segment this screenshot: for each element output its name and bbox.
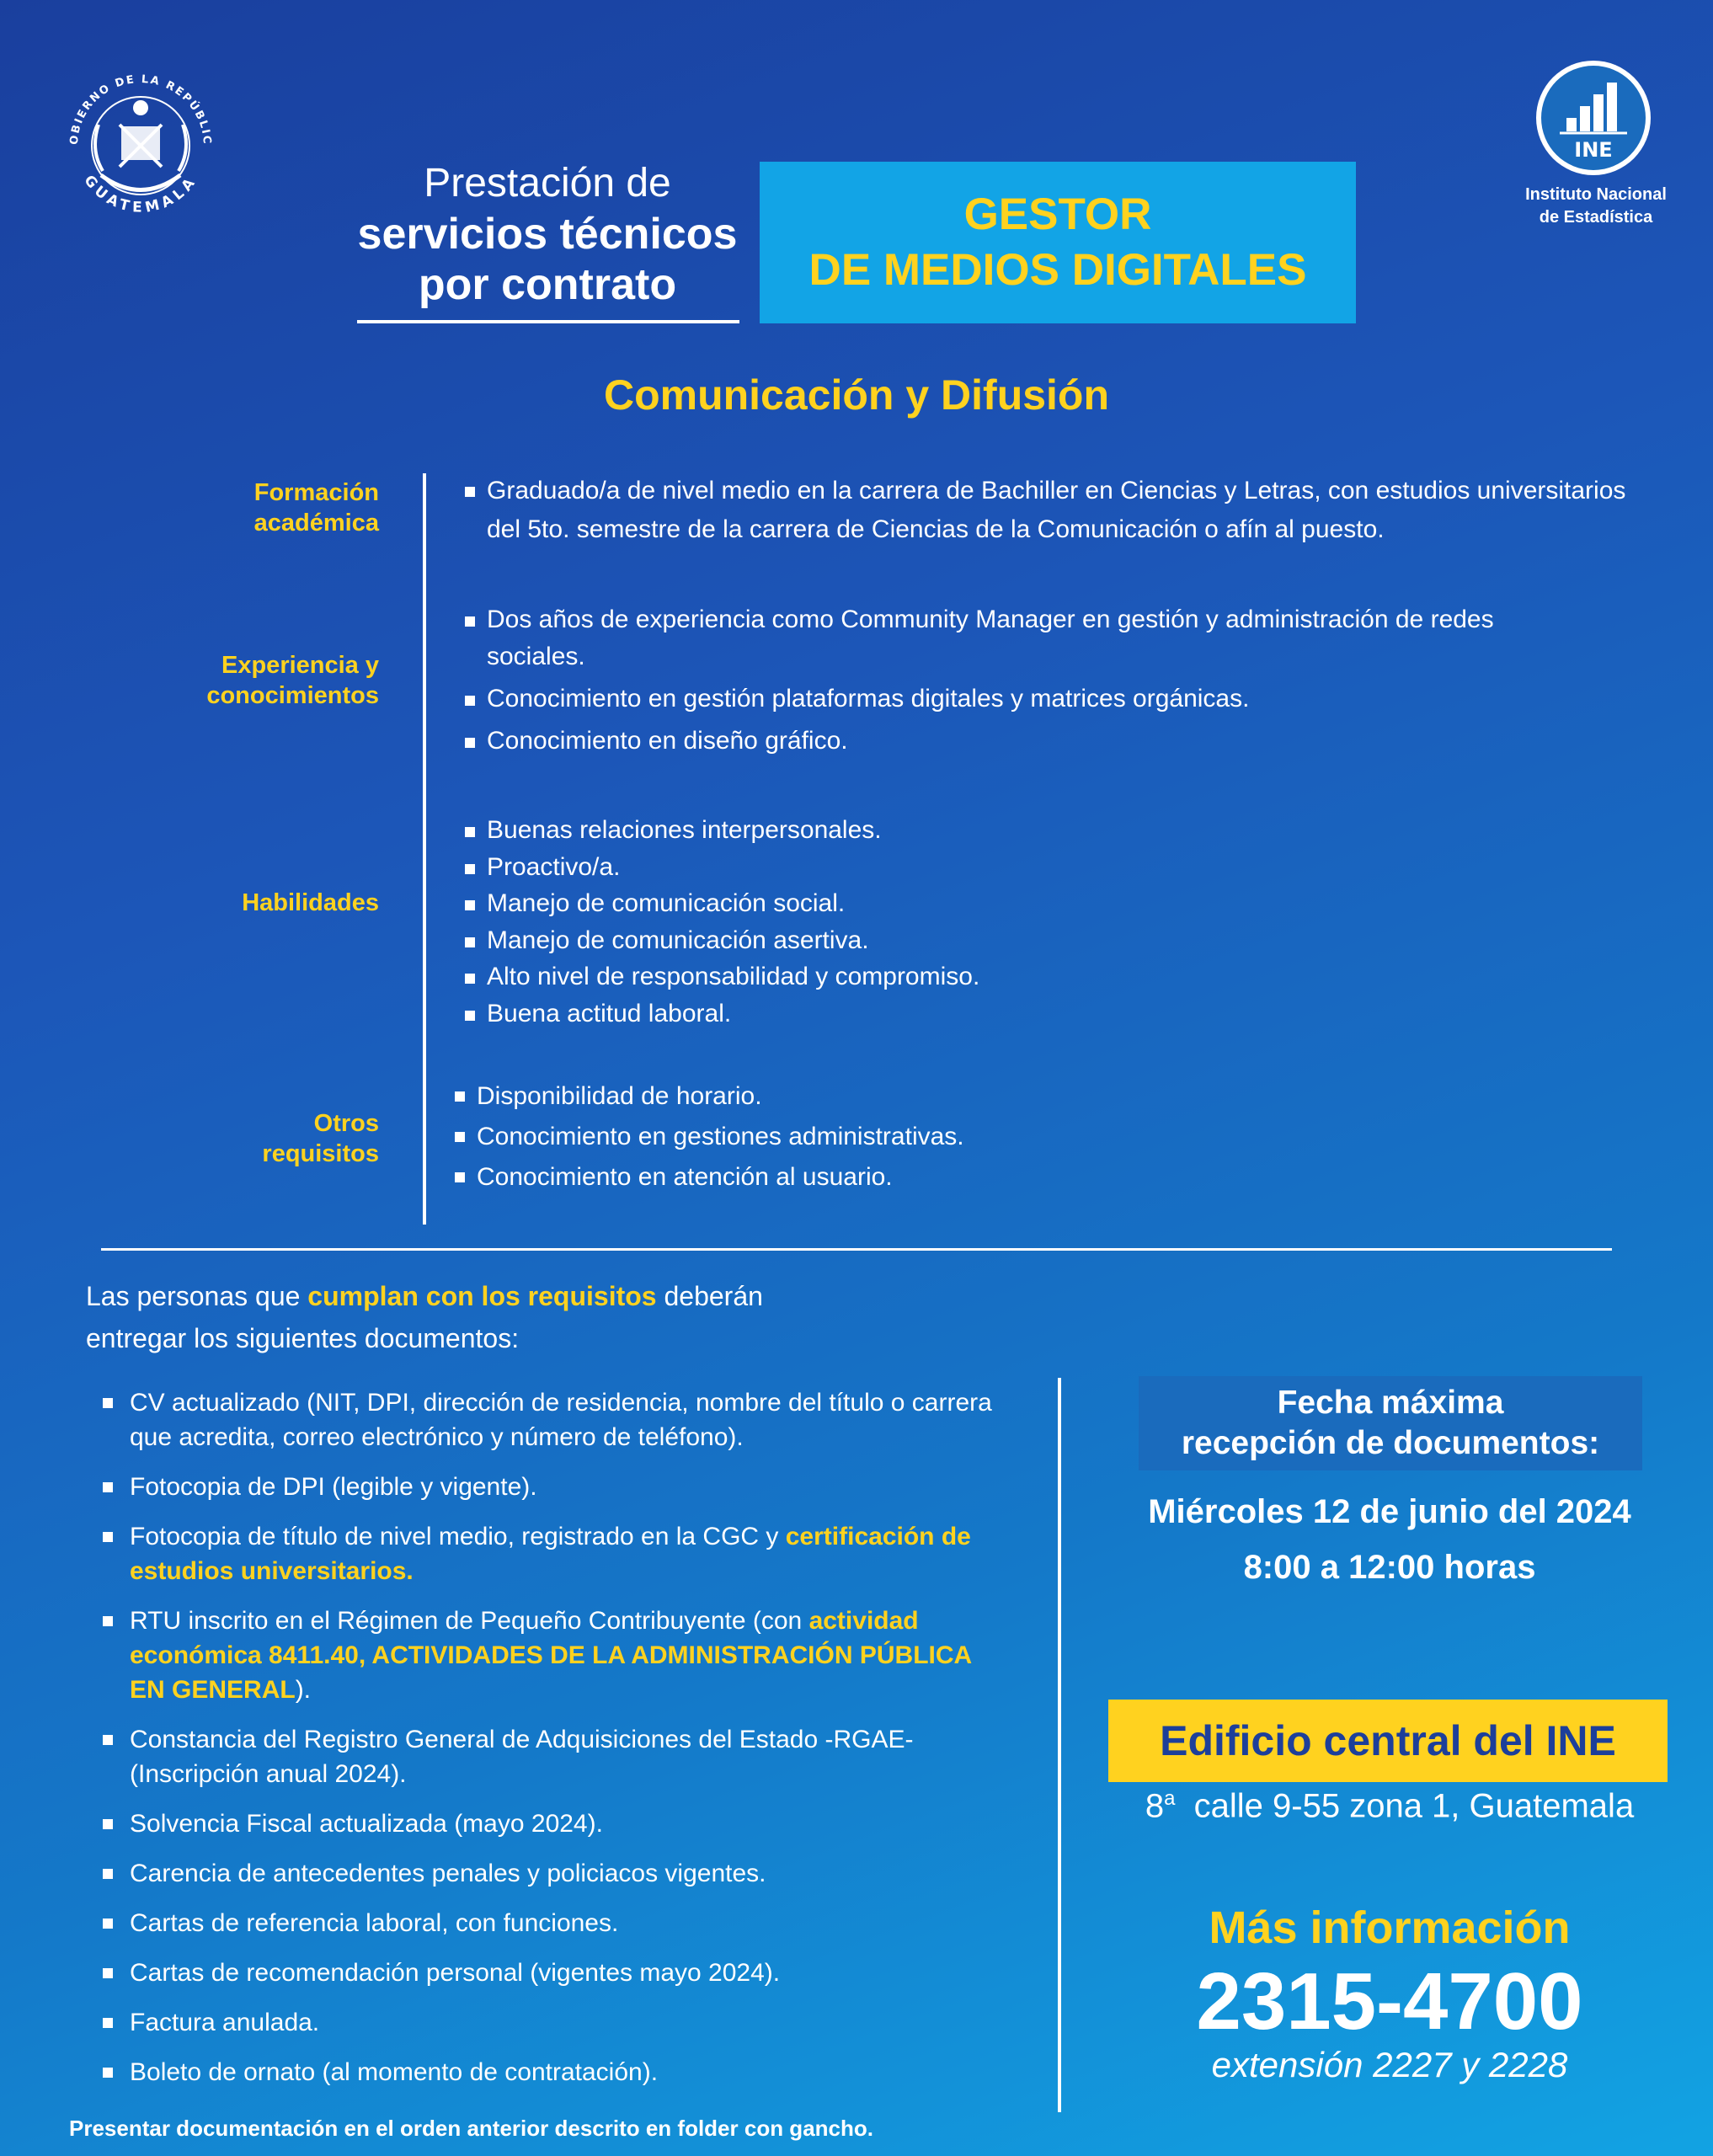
job-title-line1: GESTOR: [963, 189, 1152, 239]
deadline-hours: 8:00 a 12:00 horas: [1243, 1549, 1536, 1586]
more-info-label: Más información: [1209, 1903, 1571, 1953]
document-item: [103, 1519, 1012, 1588]
category-otros: [0, 1108, 379, 1169]
building-name: Edificio central del INE: [1160, 1717, 1616, 1764]
ine-name-line1: Instituto Nacional: [1525, 185, 1667, 204]
intro-line2: entregar los siguientes documentos:: [86, 1323, 520, 1353]
category-label-line1: Habilidades: [242, 889, 379, 916]
guatemala-government-seal: [52, 57, 229, 234]
ine-name: [1491, 184, 1701, 229]
section-title: Comunicación y Difusión: [603, 371, 1110, 419]
category-formacion: [0, 478, 379, 538]
document-item: Carencia de antecedentes penales y policiacos vigentes.: [103, 1856, 1012, 1891]
category-label-line1: Otros: [313, 1110, 379, 1137]
list-item: Disponibilidad de horario.: [455, 1076, 1297, 1117]
document-item: Factura anulada.: [103, 2005, 1012, 2040]
document-text: Fotocopia de título de nivel medio, registrado en la CGC y: [130, 1523, 786, 1550]
documents-list: [103, 1385, 1012, 2105]
list-item: Graduado/a de nivel medio en la carrera de Bachiller en Ciencias y Letras, con estudios universitarios del 5to. semestre de la carrera de Ciencias de la Comunicación o afín al puesto.: [465, 472, 1661, 549]
deadline-label-line2: recepción de documentos:: [1181, 1425, 1600, 1461]
list-item: Manejo de comunicación asertiva.: [465, 922, 1307, 959]
horizontal-divider: [101, 1248, 1612, 1251]
ine-name-line2: de Estadística: [1539, 208, 1653, 227]
document-highlight: certificación de estudios universitarios.: [130, 1523, 971, 1585]
contract-type: [354, 158, 741, 310]
category-label-line2: requisitos: [262, 1140, 379, 1167]
footnote: Presentar documentación en el orden anterior descrito en folder con gancho.: [69, 2116, 873, 2141]
document-item: [103, 1604, 1012, 1707]
deadline-date: Miércoles 12 de junio del 2024: [1148, 1493, 1631, 1530]
document-item: Constancia del Registro General de Adquisiciones del Estado -RGAE- (Inscripción anual 2024).: [103, 1722, 1012, 1791]
contract-type-line3: por contrato: [418, 260, 677, 309]
intro-highlight: cumplan con los requisitos: [307, 1281, 657, 1311]
list-item: Buena actitud laboral.: [465, 995, 1307, 1033]
category-label-line2: académica: [253, 510, 379, 536]
experiencia-list: [465, 601, 1577, 760]
document-item: Boleto de ornato (al momento de contratación).: [103, 2055, 1012, 2089]
list-item: Conocimiento en atención al usuario.: [455, 1157, 1297, 1198]
document-item: Cartas de recomendación personal (vigentes mayo 2024).: [103, 1956, 1012, 1990]
seal-text-top: OBIERNO DE LA REPÚBLIC: [67, 72, 214, 147]
contract-type-line2: servicios técnicos: [357, 210, 738, 259]
document-item: Fotocopia de DPI (legible y vigente).: [103, 1470, 1012, 1504]
intro-text-end: deberán: [656, 1281, 763, 1311]
category-experiencia: [0, 650, 379, 711]
category-label-line1: Formación: [253, 479, 379, 506]
document-text: RTU inscrito en el Régimen de Pequeño Contribuyente (con: [130, 1607, 809, 1635]
formacion-list: [465, 472, 1661, 549]
document-item: Solvencia Fiscal actualizada (mayo 2024).: [103, 1806, 1012, 1841]
address-rest: calle 9-55 zona 1, Guatemala: [1175, 1787, 1635, 1825]
list-item: Conocimiento en diseño gráfico.: [465, 723, 1577, 760]
category-label-line1: Experiencia y: [221, 652, 379, 679]
phone-number: 2315-4700: [1196, 1956, 1583, 2047]
intro-text: Las personas que: [86, 1281, 308, 1311]
phone-extension: extensión 2227 y 2228: [1211, 2045, 1568, 2084]
documents-intro: [86, 1275, 763, 1359]
job-title-box: [760, 162, 1356, 323]
building-name-box: [1108, 1700, 1668, 1782]
document-item: Cartas de referencia laboral, con funciones.: [103, 1906, 1012, 1940]
ine-logo-abbrev: INE: [1574, 138, 1613, 162]
document-item: CV actualizado (NIT, DPI, dirección de residencia, nombre del título o carrera que acredita, correo electrónico y número de teléfono).: [103, 1385, 1012, 1454]
list-item: Dos años de experiencia como Community Manager en gestión y administración de redes sociales.: [465, 601, 1577, 675]
seal-text-bottom: GUATEMALA: [80, 172, 201, 216]
job-title-line2: DE MEDIOS DIGITALES: [808, 245, 1307, 295]
list-item: Proactivo/a.: [465, 849, 1307, 886]
list-item: Alto nivel de responsabilidad y compromiso.: [465, 958, 1307, 995]
otros-list: [455, 1076, 1297, 1198]
habilidades-list: [465, 812, 1307, 1032]
category-habilidades: [0, 888, 379, 918]
divider: [357, 320, 739, 323]
deadline-label-line1: Fecha máxima: [1277, 1385, 1504, 1421]
list-item: Manejo de comunicación social.: [465, 885, 1307, 922]
document-text-end: ).: [295, 1676, 312, 1704]
vertical-divider: [1058, 1378, 1061, 2112]
address-number: 8: [1145, 1787, 1165, 1825]
vertical-divider: [423, 473, 426, 1225]
list-item: Conocimiento en gestión plataformas digitales y matrices orgánicas.: [465, 680, 1577, 718]
ine-logo: [1534, 59, 1652, 177]
address: [1086, 1787, 1693, 1825]
list-item: Conocimiento en gestiones administrativas.: [455, 1117, 1297, 1157]
deadline-label-box: [1139, 1376, 1642, 1470]
address-ordinal: a: [1164, 1787, 1176, 1810]
document-highlight: actividad económica 8411.40, ACTIVIDADES DE LA ADMINISTRACIÓN PÚBLICA EN GENERAL: [130, 1607, 972, 1704]
list-item: Buenas relaciones interpersonales.: [465, 812, 1307, 849]
category-label-line2: conocimientos: [206, 682, 379, 709]
deadline: [1086, 1484, 1693, 1595]
contract-type-line1: Prestación de: [424, 161, 671, 205]
